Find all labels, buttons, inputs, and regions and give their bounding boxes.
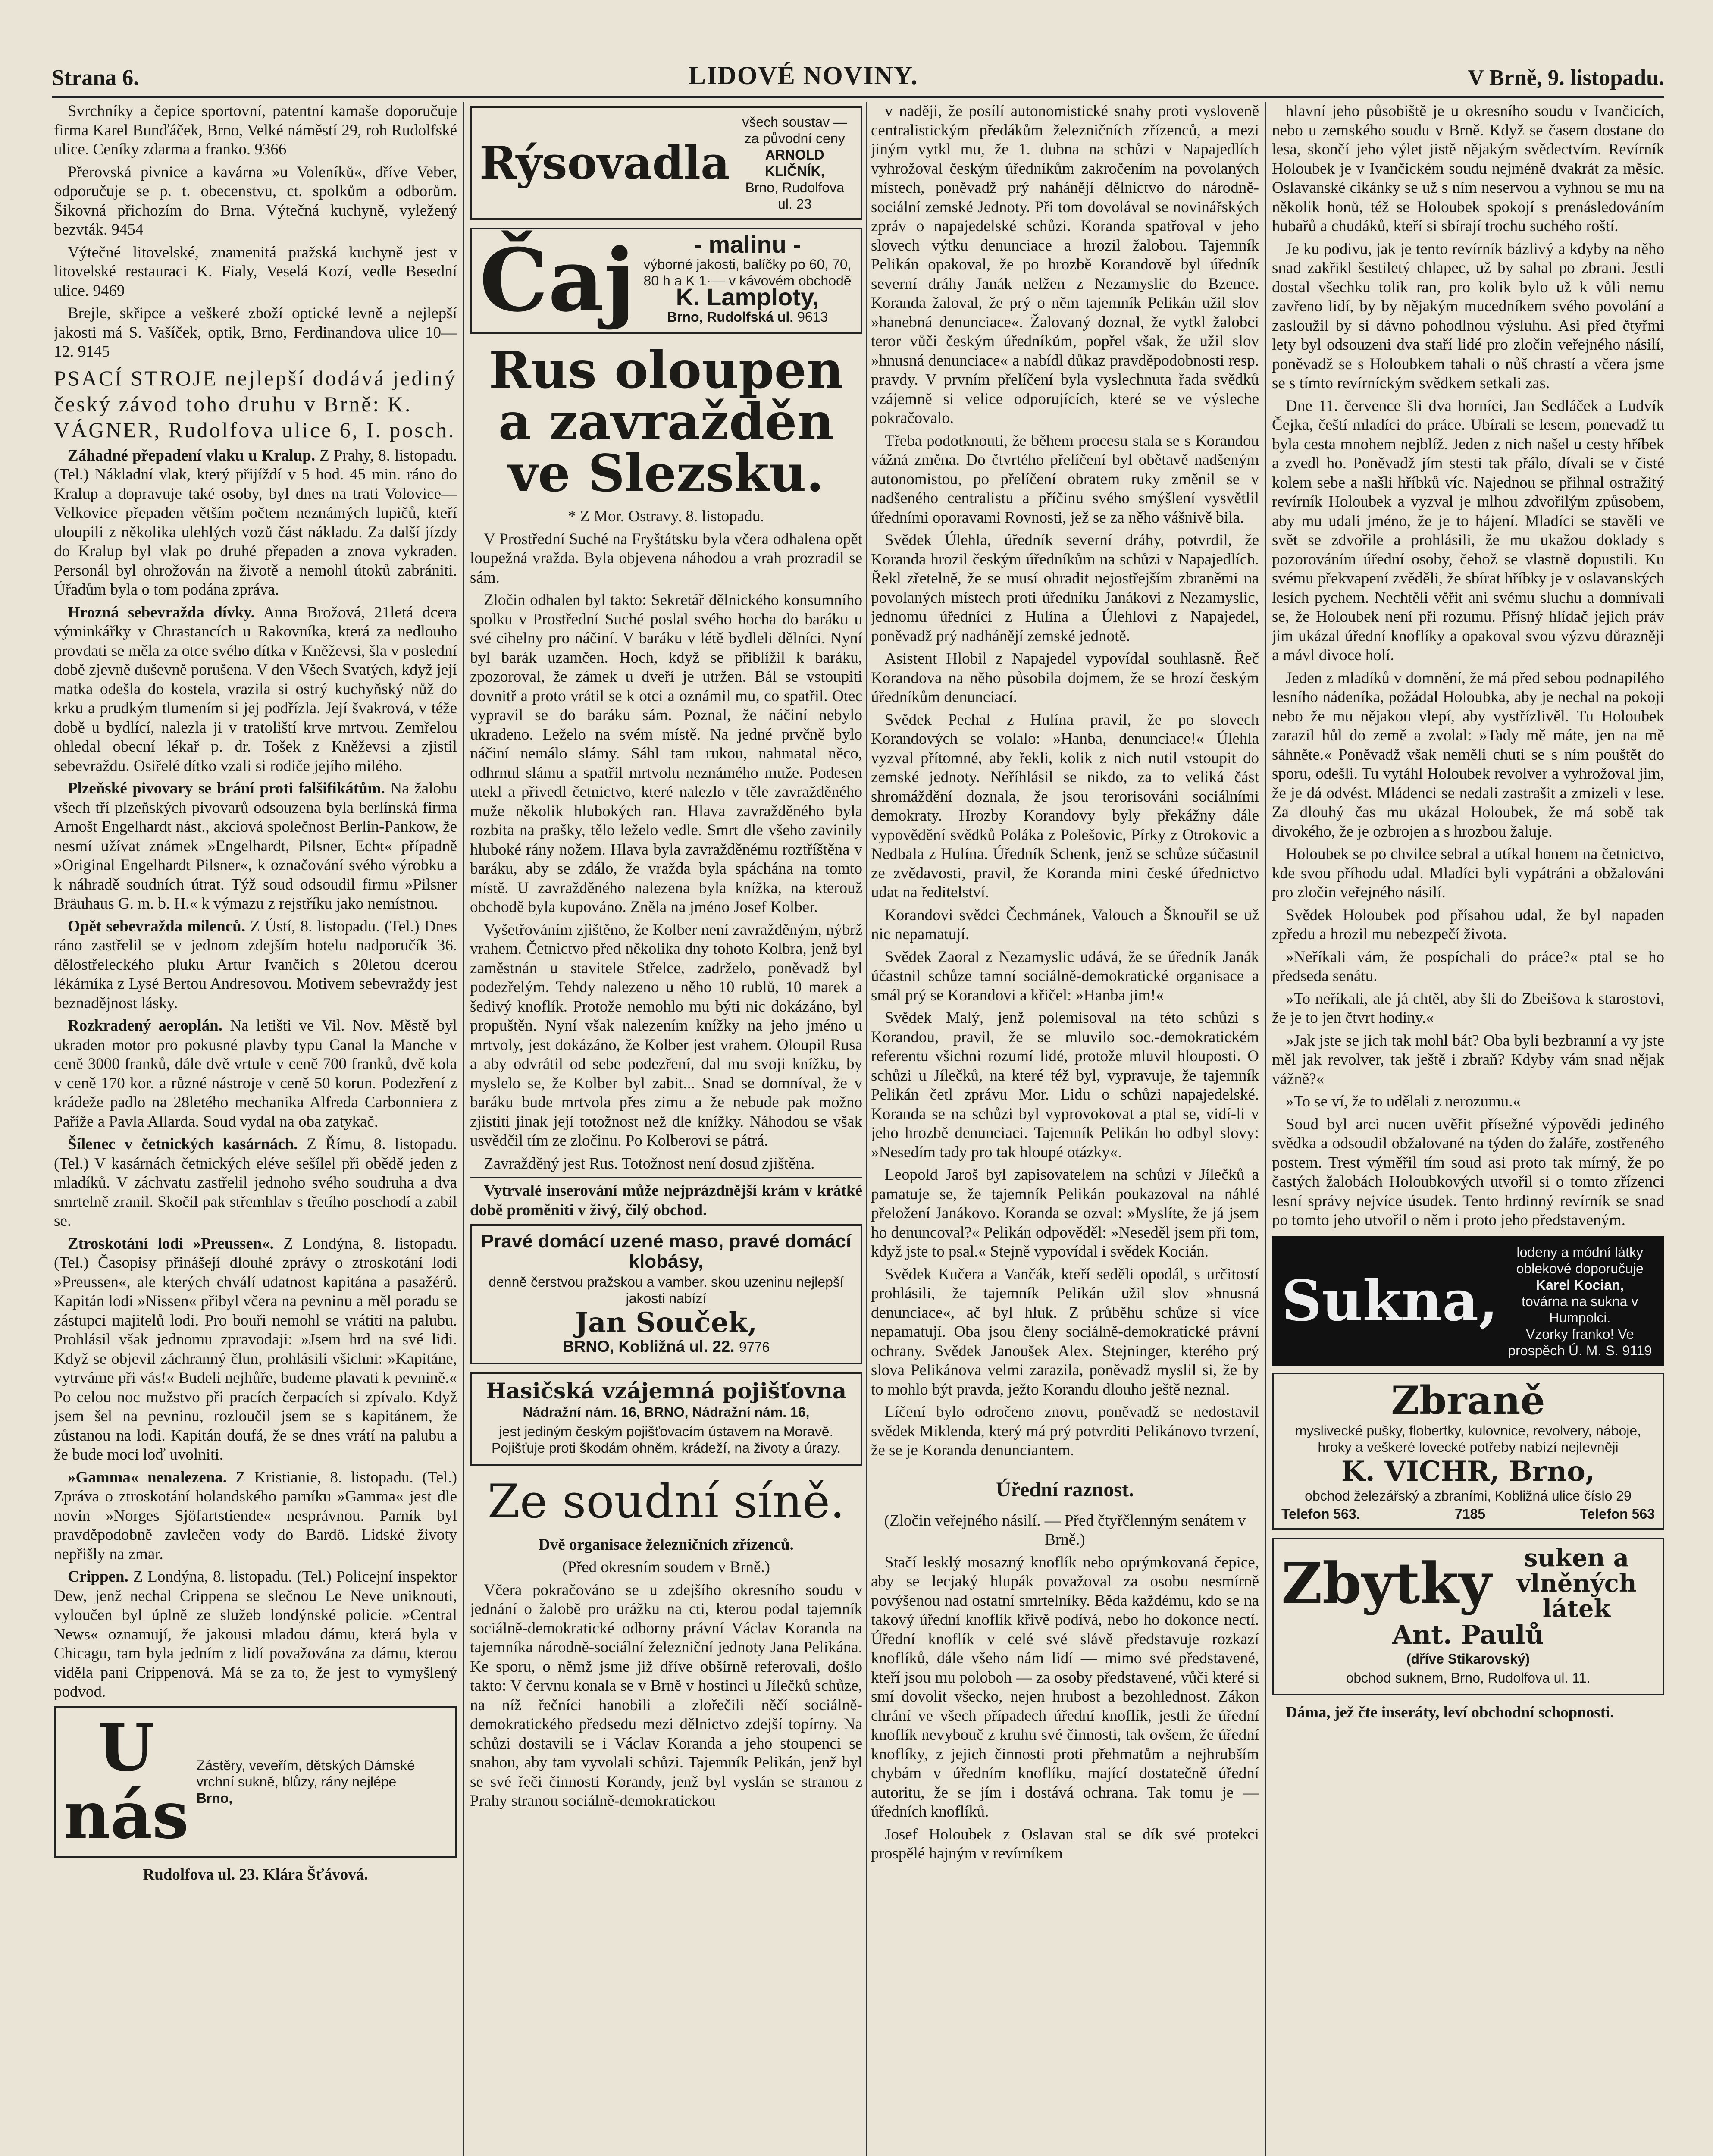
article — [54, 1135, 457, 1231]
article-paragraph: Svědek Holoubek pod přísahou udal, že byl napaden zpředu a hrozil mu nebezpečí života. — [1272, 906, 1664, 943]
article-paragraph: Svědek Úlehla, úředník severní dráhy, potvrdil, že Koranda hrozil českým úředníkům na schůzi v Napajedlích. Řekl zřetelně, že se musí ohradit nejostřejším zbraněmi na povolaných místech proti úředníku Janákovi z Nezamyslic, jednomu úředníci z Hulína a Úlehlovi z Napajedel, poněvadž prý nadhánějí zemské jednotě. — [871, 531, 1259, 645]
article — [54, 1468, 457, 1564]
article-text: Z Londýna, 8. listopadu. (Tel.) Policejní inspektor Dew, jenž nechal Crippena se slečnou Le Neve uniknouti, vyloučen byl úplně ze služeb londýnské policie. »Central News« oznamují, že jakousi mladou dámu, která byla v Chicagu, tam byla jedním z lidí považována za dámu, kterou viděla pani Crippenová. Má se za to, že jest to vymyšlený podvod. — [54, 1568, 457, 1701]
rysovadla-brand: Rýsovadla — [479, 136, 730, 190]
article-paragraph: Soud byl arci nucen uvěřit přísežné výpovědi jediného svědka a odsoudil obžalované na týden do žaláře, zostřeného postem. Trest výměřil tím soud asi proto tak mírný, že po častých žalobách Holoubkových utvořil si o tomto zřízenci lesní správy nejvíce úsudek. Tento hrdinný revírník se snad po tomto jeho utvořil o něm i proto jeho představeným. — [1272, 1115, 1664, 1229]
sukna-footer: Vzorky franko! Ve prospěch Ú. M. S. — [1508, 1326, 1634, 1358]
article-paragraph: »Jak jste se jich tak mohl bát? Oba byli bezbranní a vy jste měl jak revolver, tak ještě i zbraň? Kdyby vám snad nějak vážně?« — [1272, 1031, 1664, 1088]
hasicska-address: Nádražní nám. 16, BRNO, Nádražní nám. 16, — [523, 1404, 810, 1420]
court-paragraph: Včera pokračováno se u zdejšího okresního soudu v jednání o žalobě pro urážku na cti, kterou podal tajemník sociálně-demokratické odborny právní Václav Koranda na tajemníka národně-sociální železniční jednoty Jana Pelikána. Ke sporu, o němž jsme již dříve obšírně referovali, došlo takto: V červnu konala se v Brně v hostinci u Jílečků schůze, na níž řečníci hanobili a zlořečili něčí sociálně-demokratického předsedu mezi dělnictvo zdejší topírny. Na schůzi dostavili se i Václav Koranda a jeho stoupenci se snahou, aby tam vyvolali schůzi. Tajemník Pelikán, jenž byl se své řeči činnosti Korandy, jenž byl vyslán se stranou z Prahy stranou sociálně-demokratickou — [470, 1581, 862, 1810]
hasicska-ad — [470, 1372, 862, 1466]
article-head: Opět sebevražda milenců. — [68, 917, 246, 935]
sukna-code: 9119 — [1622, 1342, 1652, 1358]
article-paragraph: Dne 11. července šli dva horníci, Jan Sedláček a Ludvík Čejka, čeští mladíci do práce. Ubírali se lesem, ponevadž tu byla cesta mnohem nejblíž. Jeden z nich našel u cesty hříbek a zvedl ho. Poněvadž jím stesti tak přálo, dívali se v čisté kolem sebe a našli hříbků víc. Najednou se přihnal ostražitý revírník Holoubek a vyzval je mlhou zdvořilým způsobem, aby mu udali jméno, že je to hájení. Mladíci se stavěli ve svět se zdvořile a prohlásili, že mu ukažou doklady s pozorováním úřední osoby, čehož se vlastně dopustili. Ku svému překvapení zvěděli, že sbírat hříbky je v oslavanských lesích pychem. Nechtěli věřit ani svému sluchu a domnívali se, že Holoubek není při rozumu. Přísný hlídač jejich práv jim ukázal úřední knoflíky a opakoval svou výzvu důrazněji a mávl divoce holí. — [1272, 397, 1664, 664]
article-paragraph: Korandovi svědci Čechmánek, Valouch a Šknouřil se už nic nepamatují. — [871, 906, 1259, 943]
article-head: Šílenec v četnických kasárnách. — [68, 1135, 298, 1153]
typewriter-ad: PSACÍ STROJE nejlepší dodává jediný český závod toho druhu v Brně: K. VÁGNER, Rudolfova ulice 6, I. posch. — [54, 366, 457, 442]
article-head: Crippen. — [68, 1568, 128, 1586]
article-head: Záhadné přepadení vlaku u Kralup. — [68, 446, 316, 464]
caj-address: Brno, Rudolfská ul. — [667, 309, 794, 325]
soucek-text: denně čerstvou pražskou a vamber. skou uzeninu nejlepší jakosti nabízí — [489, 1274, 844, 1306]
soucek-ad — [470, 1224, 862, 1364]
article-paragraph: »To neříkali, ale já chtěl, aby šli do Zbeišova k starostovi, že je to jen čtvrt hodiny.« — [1272, 990, 1664, 1027]
masthead: LIDOVÉ NOVINY. — [689, 61, 918, 90]
sukna-text2: továrna na sukna v Humpolci. — [1522, 1293, 1638, 1326]
article — [54, 1016, 457, 1131]
caj-code: 9613 — [797, 309, 828, 325]
column-1 — [54, 102, 457, 2156]
article-text: Z Římu, 8. listopadu. (Tel.) V kasárnách četnických eléve sešílel při obědě jeden z mladíků. V záchvatu zastřelil jednoho svého soudruha a dva smrtelně zranil. Skočil pak střemhlav s třetího poschodí a zabil se. — [54, 1135, 457, 1230]
zbrane-text: myslivecké pušky, flobertky, kulovnice, revolvery, náboje, hroky a veškeré lovecké potřeby nabízí nejlevněji — [1295, 1423, 1641, 1455]
rysovadla-ad — [470, 106, 862, 220]
zbytky-dealer: Ant. Paulů — [1392, 1620, 1544, 1650]
article-paragraph: hlavní jeho působiště je u okresního soudu v Ivančicích, nebo u zemského soudu v Brně. Když se časem dostane do lesa, skončí jeho výlet jistě nějakým svědectvím. Revírník Holoubek je v Ivančickém soudu nejméně dvakrát za měsíc. Oslavanské cikánky se už s ním neservou a vyhnou se mu na několik honů, též se Holoubek spokojí s prenásledováním hubařů a chudáků, kteří si sbírají trochu suchého roští. — [1272, 102, 1664, 235]
column-2 — [470, 102, 862, 2156]
hasicska-text: jest jediným českým pojišťovacím ústavem na Moravě. Pojišťuje proti škodám ohněm, krádeží, na životy a úrazy. — [492, 1423, 841, 1456]
column-rule — [866, 102, 867, 2156]
zbytky-text: suken a vlněných látek — [1516, 1544, 1637, 1623]
unas-ad — [54, 1706, 457, 1858]
caj-ad — [470, 228, 862, 334]
zbytky-brand: Zbytky — [1281, 1550, 1491, 1617]
zbrane-brand: Zbraně — [1391, 1377, 1545, 1423]
classified: Svrchníky a čepice sportovní, patentní kamaše doporučuje firma Karel Bunďáček, Brno, Velké náměstí 29, roh Rudolfské ulice. Ceníky zdarma a franko. 9366 — [54, 102, 457, 158]
caj-brand: Čaj — [479, 230, 636, 331]
article-paragraph: Svědek Malý, jenž polemisoval na této schůzi s Korandou, pravil, že se mluvilo soc.-demokratickém referentu všichni rozumí lidé, protože mluvil hlouposti. O schůzi u Jílečků, na které též byl, vypravuje, že tajemník Pelikán četl zprávu Mor. Lidu o schůzi napajedelské. Koranda se na schůzi byl vyprovokovat a ptal se, vidí-li v jeho hrozbě denunciaci. Tajemník Pelikán ho odbyl slovy: »Nesedím tady pro tak hloupé otázky«. — [871, 1009, 1259, 1161]
soucek-title: Pravé domácí uzené maso, pravé domácí klobásy, — [481, 1231, 852, 1272]
classified: Přerovská pivnice a kavárna »u Voleníků«, dříve Veber, odporučuje se p. t. obecenstvu, ct. spolkům a odborům. Šikovná přichozím do Brna. Výtečná kuchyně, vyležený bezvták. 9454 — [54, 163, 457, 238]
article — [54, 779, 457, 914]
article-paragraph: Josef Holoubek z Oslavan stal se dík své protekci prospělé hajným v revírníkem — [871, 1825, 1259, 1862]
zbrane-phone-right: Telefon 563 — [1580, 1506, 1655, 1522]
column-3 — [871, 102, 1259, 2156]
sukna-dealer: Karel Kocian, — [1535, 1277, 1624, 1293]
article-paragraph: Zločin odhalen byl takto: Sekretář dělnického konsumního spolku v Prostřední Suché poslal svého hocha do baráku u své cihelny pro náčiní. V baráku v létě bydleli dělníci. Nyní byl barák uzamčen. Hoch, když se přiblížil k baráku, zpozoroval, že zámek u dveří je utržen. Bál se vstoupiti dovnitř a proto vrátil se k otci a oznámil mu, co spatřil. Otec vypravil se do baráku sám. Poznal, že náčiní nebylo ukradeno. Leželo na svém místě. Na jedné prvčně bylo náčiní nemálo slámy. Sáhl tam rukou, nahmatal něco, odhrnul slámu a spatřil mrtvolu neznámého muže. Podesen utekl a přivedl četnictvo, které nalezlo v těle zavražděného muže několik hlubokých ran. Hlava zavražděného byla rozbita na prašky, tělo leželo vedle. Smrt dle všeho zavinily hluboké rány nožem. Hlava byla zavražděnému roztříštěna v baráku, aby se zdálo, že vražda byla spáchána na tomto místě. U zavražděného nalezena byla knížka, na kterouž obchodě byla kupováno. Zněla na jméno Josef Kolber. — [470, 591, 862, 916]
sub-headline: Úřední raznost. — [996, 1478, 1134, 1501]
article — [54, 446, 457, 600]
zbrane-phone-left: Telefon 563. — [1281, 1506, 1360, 1522]
article-paragraph: Vyšetřováním zjištěno, že Kolber není zavražděným, nýbrž vrahem. Četnictvo před několika dny tohoto Kolbra, jenž byl zaměstnán u stavitele Střelce, zadrželo, poněvadž byl podezřelým. Tehdy nalezeno u něho 10 rublů, 10 marek a šedivý knoflík. Protože nemohlo mu býti nic dokázáno, byl propuštěn. Nyní však nalezením knížky na jeho jméno u mrtvoly, jest dokázáno, že Kolber jest vrahem. Oloupil Rusa a aby odvrátil od sebe podezření, dal mu svoji knížku, by myslelo se, že Kolber byl zabit... Snad se domníval, že v baráku bude mrtvola přes zimu a že nebude pak možno zjistiti jinak její totožnost než dle knížky. Náhodou se však usvědčil tím ze zločinu. Po Kolberovi se pátrá. — [470, 921, 862, 1150]
zbrane-text2: obchod železářský a zbraními, Kobližná ulice číslo 29 — [1305, 1488, 1632, 1504]
article-text: Z Londýna, 8. listopadu. (Tel.) Časopisy přinášejí dlouhé zprávy o ztroskotání lodi »Preussen«, ale kterých chválí udatnost kapitána a pasažérů. Kapitán lodi »Nissen« přibyl včera na pevninu a měl poradu se zástupci majitelů lodi. Pro bouři nemohl se vrátiti na palubu. Prohlásil však jednomu zpravodaji: »Jsem hrd na své lidi. Když se objevil záchranný člun, prohlásili všichni: »Kapitáne, vytrváme při vás!« Budeli nejhůře, budeme plavati k pevnině.« Po celou noc mužstvo při pracích čerpacích si zpívalo. Když jsem šel na pevninu, rozloučil jsem se s kapitánem, že zůstanou na lodi. Kapitán doufá, že se dnes vrátí na palubu a že bude moci loď uvolniti. — [54, 1235, 457, 1463]
article-text: Na žalobu všech tří plzeňských pivovarů odsouzena byla berlínská firma Arnošt Engelhardt nást., akciová společnost Berlin-Pankow, že nesmí užívat známek »Engelhardt, Pilsner, Echt« případně »Original Engelhardt Pilsner«, k označování svého výrobku a k náhradě soudních útrat. Týž soud odsoudil firmu »Pilsner Bräuhaus G. m. b. H.« k výmazu z rejstříku jako nemístnou. — [54, 780, 457, 912]
sukna-brand: Sukna, — [1281, 1268, 1498, 1334]
article-head: »Gamma« nenalezena. — [68, 1468, 227, 1486]
article-paragraph: Asistent Hlobil z Napajedel vypovídal souhlasně. Řeč Korandova na něho působila dojmem, že se hrozí českým úředníkům denunciací. — [871, 650, 1259, 706]
article-text: Anna Brožová, 21letá dcera výminkářky v Chrastancích u Rakovníka, která za nedlouho provdati se měla za otce svého dítka v Kněževsi, šla v poslední době zjevně duševně porušena. V den Všech Svatých, když její matka odešla do kostela, vrazila si ostrý kuchyňský nůž do krku a prudkým tlumením si jej podřízla. Její švakrová, v téže době u bydlící, nalezla ji v tratoliští krve mrtvou. Zemřelou ohledal obecní lékař p. dr. Tošek z Kněževsi a zjistil sebevraždu. Osiřelé dítko vzali si rodiče jejího milého. — [54, 603, 457, 775]
article-paragraph: v naději, že posílí autonomistické snahy proti vysloveně centralistickým předákům železničních zřízenců, a mezi jiným vytkl mu, že 1. dubna na schůzi v Napajedlích vyhrožoval českým úředníkům zakročením na povolaných místech, poněvadž prý nahánějí dělnictvo do národně-sociální zemské Jednoty. Při tom dovolával se novinářských zpráv o napajedelské schůzi. Koranda spatřoval v jeho slovech výtku denunciace a hrozil žalobou. Tajemník Pelikán opakoval, že po hrozbě Korandově byl úředník severní dráhy Janák nelžen z Nezamyslic do Bzence. Koranda žaloval, že prý o něm tajemník Pelikán užil slov »hanebná denunciace«. Žalovaný doznal, že vytkl žalobci teror vůči českým úředníkům, popřel však, že užil slov »hnusná denunciace« a nabídl důkaz pravděpodobnosti resp. pravdy. V prvním přelíčení byla vyslechnuta řada svědků vzájemně si velice odporujících, které se ve výsleche pokračovalo. — [871, 102, 1259, 427]
page-label: Strana 6. — [52, 66, 139, 90]
zbytky-dealer-note: (dříve Stikarovský) — [1406, 1651, 1530, 1667]
sukna-text: lodeny a módní látky oblekové doporučuje — [1516, 1244, 1644, 1276]
caj-sub: - malinu - — [694, 231, 802, 258]
article-paragraph: »Neříkali vám, že pospíchali do práce?« ptal se ho předseda senátu. — [1272, 948, 1664, 985]
rysovadla-line1: všech soustav — za původní ceny — [742, 114, 848, 146]
article-paragraph: Je ku podivu, jak je tento revírník bázlivý a kdyby na něho snad zakřikl šestiletý chlapec, už by sahal po zbrani. Jestli dostal všechku tolik ran, pro kolik bylo už k vůli nemu zavřeno lidí, by by nějakým mucedníkem svého povolání a zasloužil by si dávno pohodlnou výsluhu. Asi před čtyřmi lety byl odsouzeni dva staří lidé pro zločin veřejného násilí, poněvadž se s Holoubkem tahali o nůš chrastí a včera jsme se s tímto revírníckým svědkem setkali zas. — [1272, 240, 1664, 392]
article-head: Hrozná sebevražda dívky. — [68, 603, 255, 621]
article-text: Na letišti ve Vil. Nov. Městě byl ukraden motor pro pokusné plavby typu Canal la Manche v ceně 3000 franků, dále dvě vrtule v ceně 700 franků, dvě kola v ceně 170 kor. a různé nástroje v ceně 50 korun. Podezření z krádeže padlo na 28letého mechanika Alfreda Carbonniera z Paříže a Pavla Allarda. Soud vydal na oba zatykač. — [54, 1017, 457, 1131]
sukna-ad — [1272, 1236, 1664, 1366]
zbrane-dealer: K. VICHR, Brno, — [1341, 1455, 1595, 1488]
article-paragraph: Stačí lesklý mosazný knoflík nebo oprýmkovaná čepice, aby se lecjaký hlupák považoval za osobu nesmírně povýšenou nad ostatní smrtelníky. Běda každému, kdo se na takový úřední knoflík křivě podívá, nebo ho dokonce nectí. Úřední knoflík v celé své slávě představuje rozkazí knoflíků, dále všeho nám lidí — mimo své představené, kteří jsou mu poloboh — za osoby představené, vůči které si smí dovolit všecko, nejen hrubost a bezohlednost. Zákon chrání ve všech případech úřední knoflík, jestli že úřední knoflík nevybouč z kruhu své činnosti, tak ovšem, že úřední knoflíky, z jejich činnosti proti přehmatům a nejhrubším chybám v úředním knoflíku, mající dostatečně úřední autoritu, že se jím i dostává ochrana. Tak tomu je — úředních knoflíků. — [871, 1553, 1259, 1821]
article-paragraph: V Prostřední Suché na Fryštátsku byla včera odhalena opět loupežná vražda. Byla objevena náhodou a vrah prozradil se sám. — [470, 530, 862, 586]
article — [54, 603, 457, 776]
article-paragraph: Jeden z mladíků v domnění, že má před sebou podnapilého lesního nádeníka, požádal Holoubka, aby je nechal na pokoji nebo že mu nějakou vlepí, aby vystřízlivěl. Tu Holoubek zarazil hůl do země a zvolal: »Tady mě máte, jen na mě sáhněte.« Poněvadž však neměli chuti se s ním pouštět do sporu, odešli. Tu vytáhl Holoubek revolver a vyhrožoval jim, že je dá odvést. Mládenci se nedali zastrašit a zmizeli v lese. Za dlouhý čas mu ukázal Holoubek, že má sobě tak divokého, že je ozbrojen a s hrozbou žaluje. — [1272, 669, 1664, 840]
court-subheading: Dvě organisace železničních zřízenců. — [539, 1536, 794, 1554]
unas-brand: U nás — [63, 1709, 189, 1853]
closing-notice: Dáma, jež čte inseráty, leví obchodní schopnosti. — [1286, 1704, 1614, 1722]
rysovadla-address: Brno, Rudolfova ul. 23 — [745, 180, 844, 212]
article-head: Rozkradený aeroplán. — [68, 1017, 222, 1034]
court-headline: Ze soudní síně. — [487, 1474, 845, 1529]
article-paragraph: Svědek Zaoral z Nezamyslic udává, že se úředník Janák účastnil schůze tamní sociálně-demokratické organisace a smál prý se Korandovi a křičel: »Hanba jim!« — [871, 948, 1259, 1004]
article-paragraph: Holoubek se po chvilce sebral a utíkal honem na četnictvo, kde svou příhodu udal. Mladíci byli vypátráni a obžalováni pro zločin veřejného násilí. — [1272, 845, 1664, 901]
page-header — [52, 60, 1664, 91]
zbrane-ad — [1272, 1373, 1664, 1530]
soucek-code: 9776 — [739, 1339, 770, 1355]
rysovadla-dealer: ARNOLD KLIČNÍK, — [764, 147, 825, 179]
unas-text: Zástěry, veveřím, dětských Dámské vrchní sukně, blůzy, rány nejlépe — [196, 1758, 415, 1789]
article-paragraph: Svědek Kučera a Vančák, kteří seděli opodál, s určitostí prohlásili, že tajemník Pelikán užil slov »hnusná denunciace«, ač byl hluk. Z průběhu schůze si více nepamatují. Oba jsou členy sociálně-demokratické právní ochrany. Svědek Janoušek Alex. Stejninger, kterého prý slova Pelikánova velmi zarazila, poněvadž myslil si, že by to mohlo být pravda, ježto Korandu dlouho ještě neznal. — [871, 1265, 1259, 1398]
unas-city: Brno, — [196, 1790, 233, 1806]
article-paragraph: Líčení bylo odročeno znovu, poněvadž se nedostavil svědek Miklenda, který má prý potvrditi Pelikánovo tvrzení, že se je Koranda denunciantem. — [871, 1403, 1259, 1459]
header-rule — [52, 96, 1664, 98]
article-head: Plzeňské pivovary se brání proti falšifikátům. — [68, 780, 385, 797]
zbytky-ad — [1272, 1538, 1664, 1695]
dateline: V Brně, 9. listopadu. — [1468, 66, 1664, 90]
caj-dealer: K. Lamploty, — [676, 283, 819, 310]
article — [54, 917, 457, 1013]
caj-text: výborné jakosti, balíčky po 60, 70, 80 h a K 1·— v kávovém obchodě — [643, 257, 852, 288]
column-4 — [1272, 102, 1664, 2156]
article-text: Z Ústí, 8. listopadu. (Tel.) Dnes ráno zastřelil se v jednom zdejším hotelu nadporučík 36. dělostřeleckého pluku Artur Ivančich s 20letou dcerou lékárníka z Lysé Bertou Andresovou. Motivem sebevraždy jest beznadějnost lásky. — [54, 917, 457, 1012]
soucek-address: BRNO, Kobližná ul. 22. — [562, 1338, 735, 1356]
court-subheading-2: (Před okresním soudem v Brně.) — [562, 1558, 770, 1576]
article-text: Z Prahy, 8. listopadu. (Tel.) Nákladní vlak, který přijíždí v 5 hod. 45 min. ráno do Kralup a dopravuje také osoby, byl dnes na trati Volovice—Velkovice přepaden větším počtem neznámých lupičů, kteří uloupili z několika ulehlých vozů část nákladu. Za další jízdy do Kralup byl vlak po druhé přepaden a znova vykraden. Personál byl ohrožován na životě a nemohl útoků zabrániti. Úřadům byla o tom podána zpráva. — [54, 446, 457, 599]
article-paragraph: Svědek Pechal z Hulína pravil, že po slovech Korandových se volalo: »Hanba, denunciace!« Úlehla vyzval přítomné, aby řekli, kolik z nich nutil vstoupit do zemské jednoty. Neříhlásil se nikdo, za to veliká část shromáždění doznala, že jsou terorisováni sociálními demokraty. Hrozby Korandovy byly překážny dále vypovědění svědků Poláka z Polešovic, Pírky z Otrokovic a Nedbala z Hulína. Úředník Schenk, jenž se schůze súčastnil ze zvědavosti, pravil, že Koranda mini české úřednictvo udat na ředitelství. — [871, 711, 1259, 901]
article-paragraph: Leopold Jaroš byl zapisovatelem na schůzi v Jílečků a pamatuje se, že tajemník Pelikán poukazoval na náhlé přeložení Janákovo. Koranda se ozval: »Myslíte, že já jsem ho denuncoval?« Pelikán odpověděl: »Neseděl jsem při tom, když jste to psal.« Stejně vypovídal i svědek Kocián. — [871, 1166, 1259, 1260]
main-headline: Rus oloupen a zavražděn ve Slezsku. — [489, 340, 844, 503]
advertising-notice: Vytrvalé inserování může nejprázdnější krám v krátké době proměniti v živý, čilý obchod. — [470, 1177, 862, 1220]
article-dateline: * Z Mor. Ostravy, 8. listopadu. — [568, 508, 764, 525]
classified: Brejle, skřipce a veškeré zboží optické levně a nejlepší jakosti má S. Vašíček, optik, Brno, Ferdinandova ulice 10—12. 9145 — [54, 304, 457, 360]
sub-note: (Zločin veřejného násilí. — Před čtyřčlenným senátem v Brně.) — [884, 1511, 1246, 1548]
column-rule — [1265, 102, 1266, 2156]
zbytky-address: obchod suknem, Brno, Rudolfova ul. 11. — [1346, 1670, 1591, 1686]
article-paragraph: Zavražděný jest Rus. Totožnost není dosud zjištěna. — [484, 1154, 815, 1172]
unas-address: Rudolfova ul. 23. Klára Šťávová. — [143, 1865, 368, 1883]
hasicska-title: Hasičská vzájemná pojišťovna — [485, 1378, 847, 1404]
article-head: Ztroskotání lodi »Preussen«. — [68, 1235, 274, 1253]
article — [54, 1235, 457, 1465]
article — [54, 1567, 457, 1702]
article-paragraph: Třeba podotknouti, že během procesu stala se s Korandou vážná změna. Do čtvrtého přelíčení byl obětavě nadšeným autonomistou, po přelíčení obratem ruky změnil se v nadšeného centralistu a příčinu svého smýšlení vysvětlil úředními oporavami Rovnosti, jež se za něho vášnivě bila. — [871, 432, 1259, 526]
column-rule — [463, 102, 464, 2156]
article-text: Z Kristianie, 8. listopadu. (Tel.) Zpráva o ztroskotání holandského parníku »Gamma« jest dle novin »Norges Sjöfartstiende« nesprávnou. Parník byl pravděpodobně zavlečen vody do Bardö. Lidské životy nepřišly na zmar. — [54, 1468, 457, 1563]
article-paragraph: »To se ví, že to udělali z nerozumu.« — [1286, 1093, 1521, 1110]
classified: Výtečné litovelské, znamenitá pražská kuchyně jest v litovelské restauraci K. Fialy, Veselá Kozí, vedle Besední ulice. 9469 — [54, 243, 457, 300]
soucek-dealer: Jan Souček, — [575, 1307, 758, 1339]
zbrane-code: 7185 — [1454, 1506, 1486, 1522]
